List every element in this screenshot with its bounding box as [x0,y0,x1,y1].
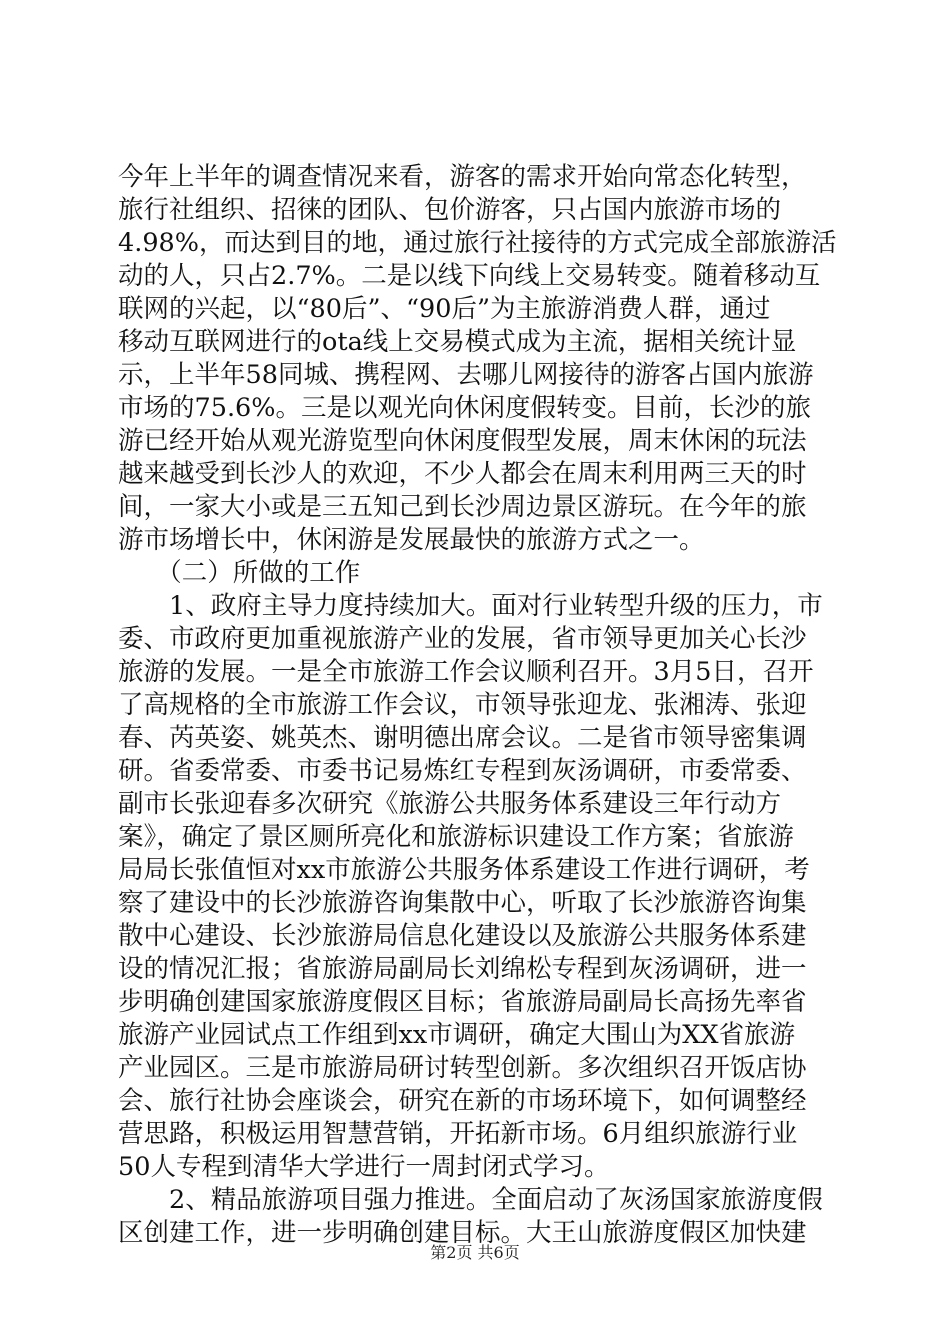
section-heading: （二）所做的工作 [118,558,361,588]
text-line: 察了建设中的长沙旅游咨询集散中心，听取了长沙旅游咨询集 [118,888,807,918]
text-line: 4.98%，而达到目的地，通过旅行社接待的方式完成全部旅游活 [118,228,837,258]
text-line: 春、芮英姿、姚英杰、谢明德出席会议。二是省市领导密集调 [118,723,807,753]
text-line: 今年上半年的调查情况来看，游客的需求开始向常态化转型， [118,162,807,192]
page-number-footer: 第2页 共6页 [430,1243,520,1262]
text-line: 游市场增长中，休闲游是发展最快的旅游方式之一。 [118,525,705,555]
text-line: 联网的兴起，以“80后”、“90后”为主旅游消费人群，通过 [118,294,771,324]
text-line: 动的人，只占2.7%。二是以线下向线上交易转变。随着移动互 [118,261,821,291]
text-line: 区创建工作，进一步明确创建目标。大王山旅游度假区加快建 [118,1218,807,1248]
text-line: 案》，确定了景区厕所亮化和旅游标识建设工作方案；省旅游 [118,822,794,852]
text-line: 移动互联网进行的ota线上交易模式成为主流，据相关统计显 [118,327,797,357]
text-line: 局局长张值恒对xx市旅游公共服务体系建设工作进行调研，考 [118,855,810,885]
text-line: 旅游产业园试点工作组到xx市调研，确定大围山为XX省旅游 [118,1020,796,1050]
text-line: 1、政府主导力度持续加大。面对行业转型升级的压力，市 [118,591,823,621]
text-line: 游已经开始从观光游览型向休闲度假型发展，周末休闲的玩法 [118,426,807,456]
text-line: 设的情况汇报；省旅游局副局长刘绵松专程到灰汤调研，进一 [118,954,807,984]
text-line: 旅游的发展。一是全市旅游工作会议顺利召开。3月5日，召开 [118,657,814,687]
text-line: 会、旅行社协会座谈会，研究在新的市场环境下，如何调整经 [118,1086,807,1116]
text-line: 示，上半年58同城、携程网、去哪儿网接待的游客占国内旅游 [118,360,814,390]
text-line: 研。省委常委、市委书记易炼红专程到灰汤调研，市委常委、 [118,756,807,786]
text-line: 市场的75.6%。三是以观光向休闲度假转变。目前，长沙的旅 [118,393,812,423]
text-line: 越来越受到长沙人的欢迎，不少人都会在周末利用两三天的时 [118,459,807,489]
text-line: 营思路，积极运用智慧营销，开拓新市场。6月组织旅游行业 [118,1119,798,1149]
text-line: 间，一家大小或是三五知己到长沙周边景区游玩。在今年的旅 [118,492,807,522]
text-line: 2、精品旅游项目强力推进。全面启动了灰汤国家旅游度假 [118,1185,823,1215]
text-line: 50人专程到清华大学进行一周封闭式学习。 [118,1152,610,1182]
text-line: 散中心建设、长沙旅游局信息化建设以及旅游公共服务体系建 [118,921,807,951]
text-line: 步明确创建国家旅游度假区目标；省旅游局副局长高扬先率省 [118,987,807,1017]
text-line: 委、市政府更加重视旅游产业的发展，省市领导更加关心长沙 [118,624,807,654]
text-line: 了高规格的全市旅游工作会议，市领导张迎龙、张湘涛、张迎 [118,690,807,720]
text-line: 旅行社组织、招徕的团队、包价游客，只占国内旅游市场的 [118,195,782,225]
text-line: 产业园区。三是市旅游局研讨转型创新。多次组织召开饭店协 [118,1053,807,1083]
text-line: 副市长张迎春多次研究《旅游公共服务体系建设三年行动方 [118,789,782,819]
